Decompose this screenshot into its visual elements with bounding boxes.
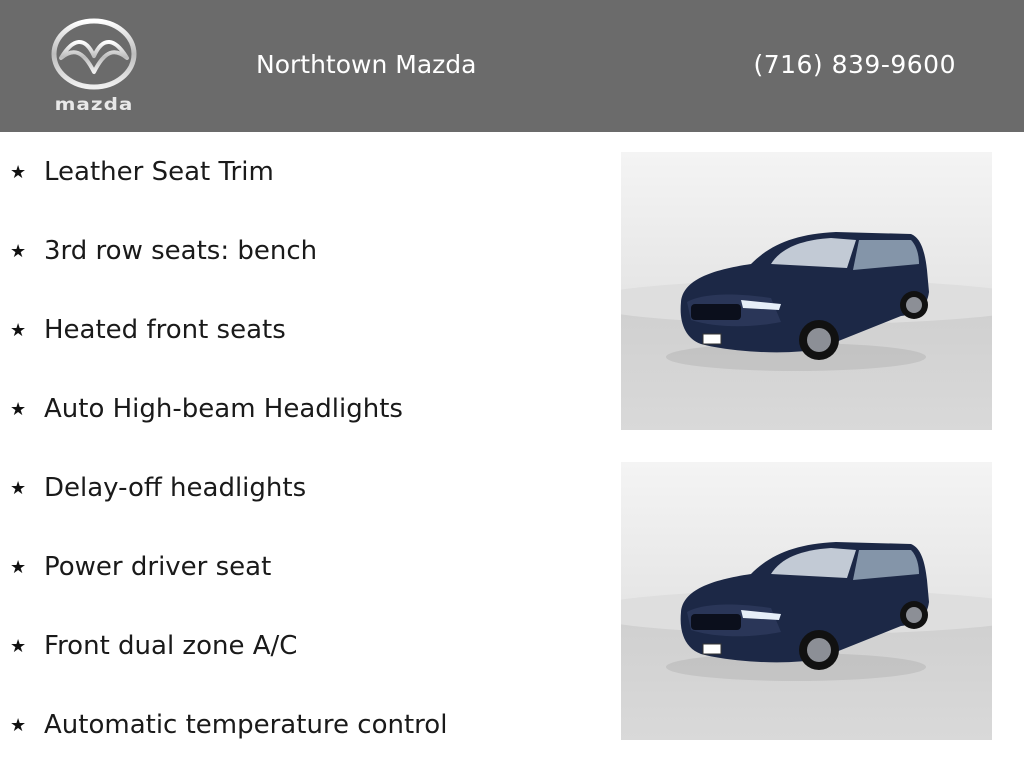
mazda-wordmark: mazda: [54, 93, 134, 115]
star-icon: ★: [10, 477, 27, 499]
feature-item: [10, 547, 271, 587]
feature-label: Heated front seats: [44, 315, 286, 345]
star-icon: ★: [10, 161, 27, 183]
dealer-header: [0, 0, 1024, 132]
feature-item: [10, 152, 274, 192]
feature-item: [10, 468, 306, 508]
feature-label: 3rd row seats: bench: [44, 236, 318, 266]
star-icon: ★: [10, 240, 27, 262]
feature-label: Front dual zone A/C: [44, 631, 298, 661]
feature-label: Automatic temperature control: [44, 710, 448, 740]
star-icon: ★: [10, 556, 27, 578]
feature-item: [10, 231, 317, 271]
vehicle-photo-1[interactable]: [621, 152, 992, 430]
star-icon: ★: [10, 398, 27, 420]
feature-item: [10, 389, 403, 429]
mazda-logo[interactable]: [40, 18, 148, 118]
dealer-name: Northtown Mazda: [256, 50, 477, 79]
vehicle-photo-icon: [621, 152, 992, 430]
feature-item: [10, 310, 286, 350]
vehicle-photo-icon: [621, 462, 992, 740]
feature-label: Delay-off headlights: [44, 473, 307, 503]
star-icon: ★: [10, 319, 27, 341]
feature-label: Leather Seat Trim: [44, 157, 274, 187]
mazda-emblem-icon: [51, 18, 137, 90]
star-icon: ★: [10, 635, 27, 657]
dealer-phone[interactable]: (716) 839-9600: [753, 50, 956, 79]
vehicle-photo-2[interactable]: [621, 462, 992, 740]
feature-label: Power driver seat: [44, 552, 272, 582]
star-icon: ★: [10, 714, 27, 736]
feature-item: [10, 705, 447, 745]
feature-item: [10, 626, 297, 666]
feature-label: Auto High-beam Headlights: [44, 394, 403, 424]
